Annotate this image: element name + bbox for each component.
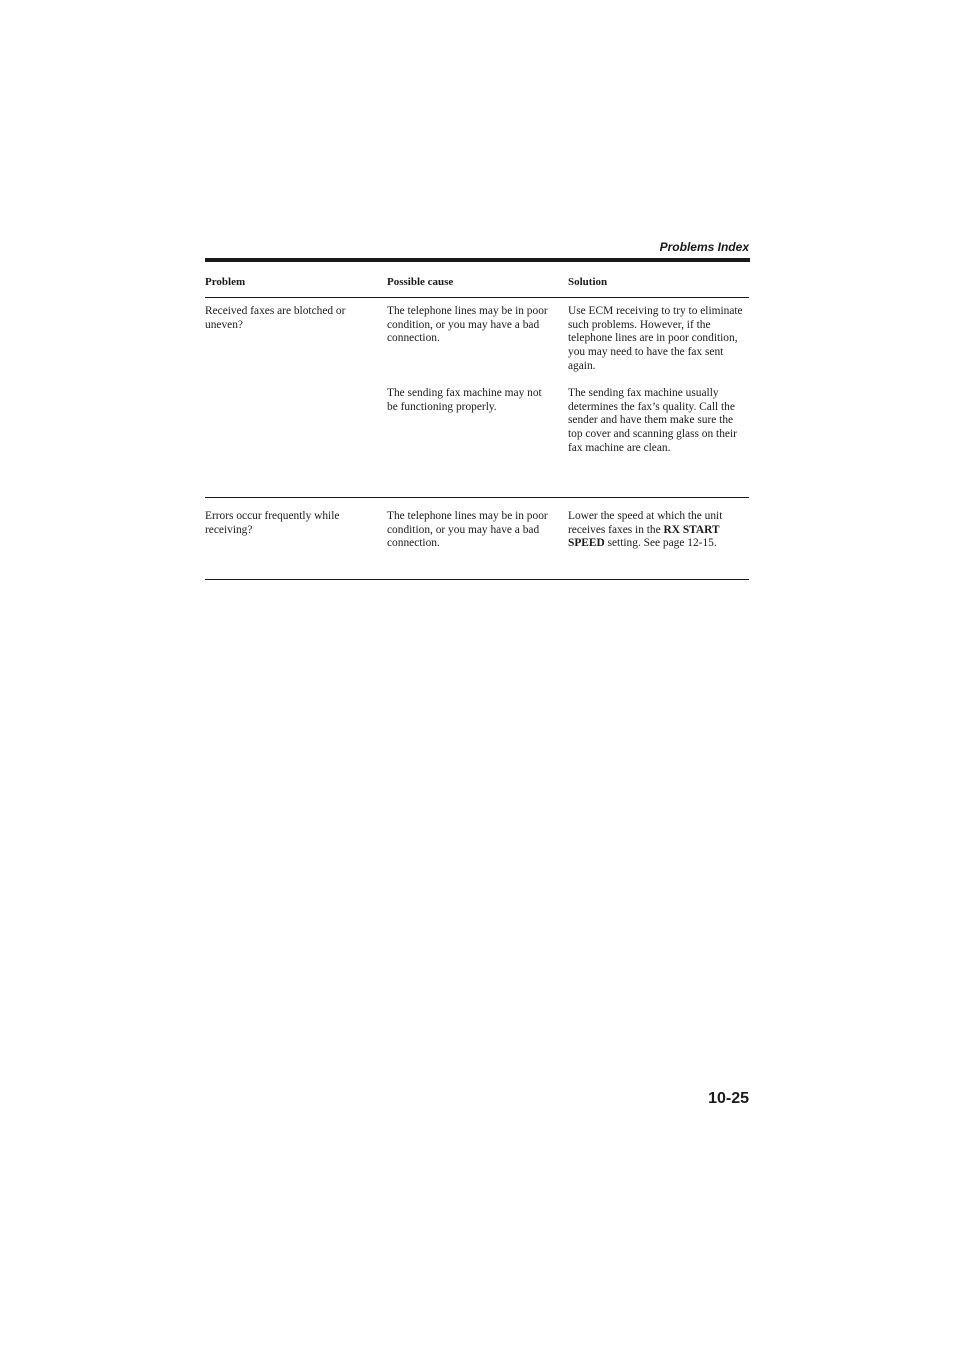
cause-cell: The sending fax machine may not be functioning properly.: [387, 387, 542, 413]
column-header-cause: Possible cause: [387, 276, 454, 288]
cause-cell: The telephone lines may be in poor condition, or you may have a bad connection.: [387, 510, 548, 550]
section-title: Problems Index: [659, 240, 749, 254]
problem-cell: Errors occur frequently while receiving?: [205, 510, 340, 536]
solution-cell: [568, 510, 750, 551]
table-row: [205, 298, 749, 498]
column-header-solution: Solution: [568, 276, 608, 288]
cause-cell: The telephone lines may be in poor condition, or you may have a bad connection.: [387, 305, 548, 345]
solution-cell: Use ECM receiving to try to eliminate such problems. However, if the telephone lines are in poor condition, you may need to have the fax sent again.: [568, 305, 743, 372]
page-number: 10-25: [708, 1090, 749, 1107]
table-row: [205, 498, 749, 580]
problems-table: [205, 262, 749, 580]
solution-cell: The sending fax machine usually determines the fax’s quality. Call the sender and have them make sure the top cover and scanning glass on their fax machine are clean.: [568, 387, 737, 454]
problem-cell: Received faxes are blotched or uneven?: [205, 305, 346, 331]
column-header-problem: Problem: [205, 276, 246, 288]
solution-text: setting. See page 12-15.: [604, 537, 717, 550]
table-header: [205, 262, 749, 298]
solution-text: Lower the speed at which the unit receives faxes in the: [568, 510, 723, 536]
setting-name: RX START SPEED: [568, 523, 720, 550]
